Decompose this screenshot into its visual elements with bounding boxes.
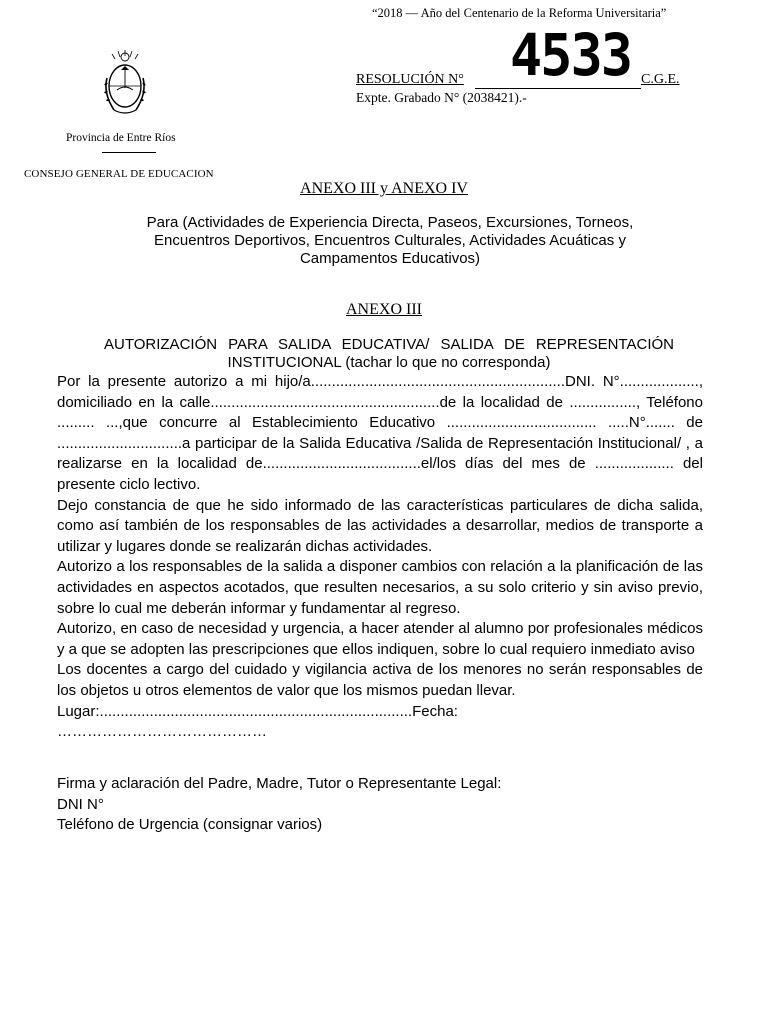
year-motto: “2018 — Año del Centenario de la Reforma Universitaria” <box>372 6 667 20</box>
resolution-label-text: RESOLUCIÓN N° <box>356 72 464 87</box>
province-divider <box>102 152 156 153</box>
resolution-number-stamp: 4533 <box>510 21 632 89</box>
purpose-text: Para (Actividades de Experiencia Directa, Paseos, Excursiones, Torneos, Encuentros Deportivos, Encuentros Culturales, Actividades Acuáticas y Campamentos Educativos) <box>146 214 634 267</box>
liability-paragraph: Los docentes a cargo del cuidado y vigilancia activa de los menores no serán responsables de los objetos u otros elementos de valor que los mismos puedan llevar. <box>57 661 703 699</box>
coat-of-arms-icon <box>100 48 150 120</box>
changes-paragraph: Autorizo a los responsables de la salida a disponer cambios con relación a la planificación de las actividades en aspectos acotados, que resulten necesarios, a su solo criterio y sin aviso previo, sobre lo cual me deberán informar y fundamentar al regreso. <box>57 558 703 617</box>
resolution-suffix: C.G.E. <box>641 72 680 87</box>
authorization-title: AUTORIZACIÓN PARA SALIDA EDUCATIVA/ SALIDA DE REPRESENTACIÓN INSTITUCIONAL (tachar lo que no corresponda) <box>104 336 674 371</box>
expediente-number: Expte. Grabado N° (2038421).- <box>356 90 527 105</box>
province-name: Provincia de Entre Ríos <box>66 132 176 144</box>
signature-block <box>57 774 501 836</box>
place-date-line: Lugar:...........................................................................Fecha: <box>57 702 458 720</box>
emergency-phone-line: Teléfono de Urgencia (consignar varios) <box>57 816 323 834</box>
information-paragraph: Dejo constancia de que he sido informado de las características particulares de dicha salida, como así también de los responsables de las actividades a desarrollar, medios de transporte a utilizar y lugares donde se realizarán dichas actividades. <box>57 496 703 555</box>
medical-paragraph: Autorizo, en caso de necesidad y urgencia, a hacer atender al alumno por profesionales médicos y a que se adopten las prescripciones que ellos indiquen, sobre lo cual requiero inmediato aviso <box>57 620 703 658</box>
signature-line: Firma y aclaración del Padre, Madre, Tutor o Representante Legal: <box>57 775 502 792</box>
annex-three-heading: ANEXO III <box>346 301 422 318</box>
council-name: CONSEJO GENERAL DE EDUCACION <box>24 168 214 180</box>
authorization-paragraph: Por la presente autorizo a mi hijo/a.............................................................DNI. N°..................., domiciliado en la calle.......................................................de la localidad de ................, Teléfono ......... ...,que concurre al Establecimiento Educativo .................................... .....N°....... de ..............................a participar de la Salida Educativa /Salida de Representación Institucional/ , a realizarse en la localidad de......................................el/los días del mes de ................... del presente ciclo lectivo. <box>57 373 703 493</box>
authorization-body <box>57 372 703 743</box>
annex-heading: ANEXO III y ANEXO IV <box>300 180 468 197</box>
dni-line: DNI N° <box>57 795 104 813</box>
date-blank: …………………………………… <box>57 723 267 741</box>
